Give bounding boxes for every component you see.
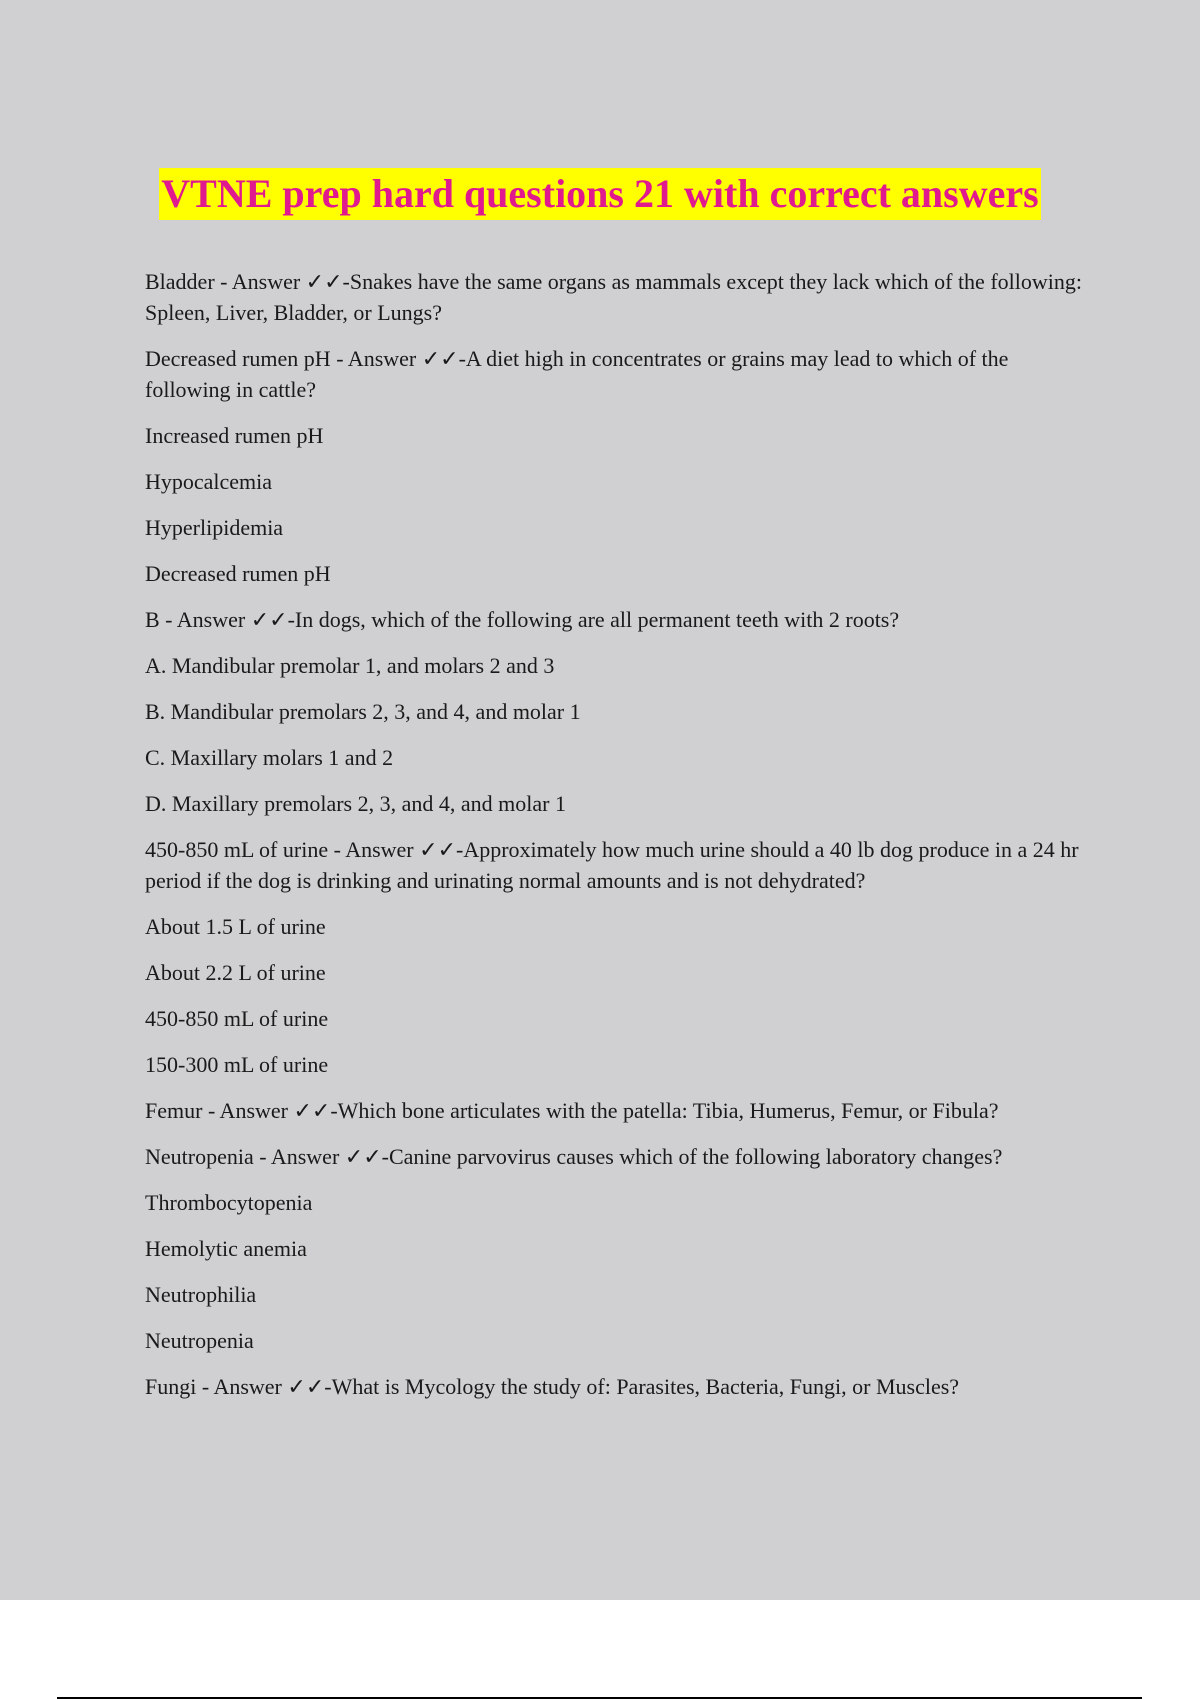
document-content <box>145 266 1095 1417</box>
paragraph: A. Mandibular premolar 1, and molars 2 and 3 <box>145 653 555 678</box>
paragraph: Hypocalcemia <box>145 469 273 494</box>
paragraph: Fungi - Answer ✓✓-What is Mycology the study of: Parasites, Bacteria, Fungi, or Muscles? <box>145 1374 960 1399</box>
paragraph: 150-300 mL of urine <box>145 1052 329 1077</box>
paragraph: B. Mandibular premolars 2, 3, and 4, and molar 1 <box>145 699 581 724</box>
paragraph: Femur - Answer ✓✓-Which bone articulates with the patella: Tibia, Humerus, Femur, or Fibula? <box>145 1098 999 1123</box>
paragraph: About 1.5 L of urine <box>145 914 326 939</box>
paragraph: B - Answer ✓✓-In dogs, which of the following are all permanent teeth with 2 roots? <box>145 607 900 632</box>
paragraph: Neutropenia - Answer ✓✓-Canine parvovirus causes which of the following laboratory changes? <box>145 1144 1003 1169</box>
paragraph: Decreased rumen pH - Answer ✓✓-A diet high in concentrates or grains may lead to which of the following in cattle? <box>145 346 1009 402</box>
paragraph: D. Maxillary premolars 2, 3, and 4, and molar 1 <box>145 791 566 816</box>
paragraph: Thrombocytopenia <box>145 1190 313 1215</box>
paragraph: Decreased rumen pH <box>145 561 331 586</box>
paragraph: Hemolytic anemia <box>145 1236 307 1261</box>
paragraph: C. Maxillary molars 1 and 2 <box>145 745 394 770</box>
title-wrap <box>0 168 1200 220</box>
paragraph: Hyperlipidemia <box>145 515 284 540</box>
paragraph: 450-850 mL of urine - Answer ✓✓-Approximately how much urine should a 40 lb dog produce in a 24 hr period if the dog is drinking and urinating normal amounts and is not dehydrated? <box>145 837 1079 893</box>
paragraph: About 2.2 L of urine <box>145 960 326 985</box>
paragraph: Neutropenia <box>145 1328 254 1353</box>
page-divider <box>57 1697 1142 1699</box>
paragraph: 450-850 mL of urine <box>145 1006 329 1031</box>
paragraph: Neutrophilia <box>145 1282 257 1307</box>
paragraph: Increased rumen pH <box>145 423 324 448</box>
document-title: VTNE prep hard questions 21 with correct answers <box>159 168 1040 220</box>
paragraph: Bladder - Answer ✓✓-Snakes have the same organs as mammals except they lack which of the following: Spleen, Liver, Bladder, or Lungs? <box>145 269 1082 325</box>
